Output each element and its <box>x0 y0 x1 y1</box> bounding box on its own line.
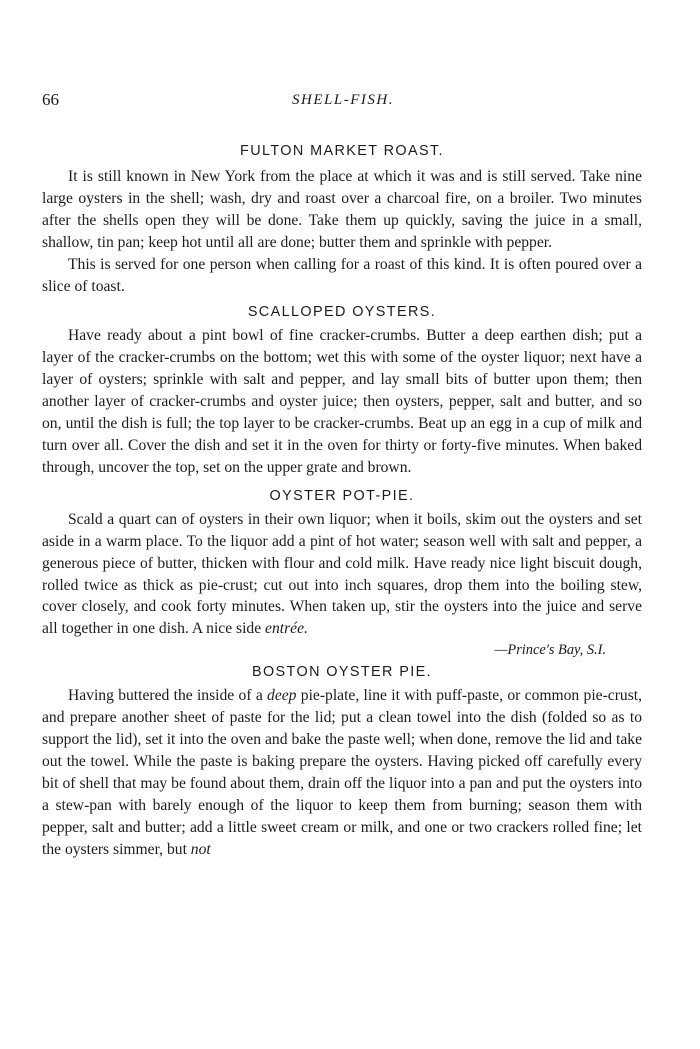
recipe-boston-oyster-pie <box>42 661 642 860</box>
recipe-title: FULTON MARKET ROAST. <box>240 143 444 159</box>
paragraph-text: pie-plate, line it with puff-paste, or common pie-crust, and prepare another sheet of paste for the lid; put a clean towel into the dish (folded so as to support the lid), set it into the oven and bake the paste well; when done, remove the lid and take out the towel. While the paste is baking prepare the oysters. Having picked off carefully every bit of shell that may be found about them, drain off the liquor into a pan and put the oysters into a stew-pan with barely enough of the liquor to keep them from burning; season them with pepper, salt and butter; add a little sweet cream or milk, and one or two crackers rolled fine; let the oysters simmer, but <box>42 687 642 858</box>
italic-text: not <box>190 840 211 858</box>
recipe-title: OYSTER POT-PIE. <box>269 487 415 504</box>
recipe-oyster-pot-pie <box>42 485 642 661</box>
recipe-paragraph: This is served for one person when calling for a roast of this kind. It is often poured over a slice of toast. <box>42 255 642 295</box>
page-number: 66 <box>42 90 59 109</box>
page-content <box>42 140 642 860</box>
running-title: SHELL-FISH. <box>292 92 394 108</box>
italic-text: entrée. <box>265 620 308 638</box>
recipe-paragraph: Have ready about a pint bowl of fine cracker-crumbs. Butter a deep earthen dish; put a layer of the cracker-crumbs on the bottom; wet this with some of the oyster liquor; next have a layer of oysters; sprinkle with salt and pepper, and lay small bits of butter upon them; then another layer of cracker-crumbs and oyster juice; then oysters, pepper, salt and butter, and so on, until the dish is full; the top layer to be cracker-crumbs. Beat up an egg in a cup of milk and turn over all. Cover the dish and set it in the oven for thirty or forty-five minutes. When baked through, uncover the top, set on the upper grate and brown. <box>42 327 642 476</box>
recipe-paragraph: It is still known in New York from the place at which it was and is still served. Take nine large oysters in the shell; wash, dry and roast over a charcoal fire, on a broiler. Two minutes after the shells open they will be done. Take them up quickly, saving the juice in a small, shallow, tin pan; keep hot until all are done; butter them and sprinkle with pepper. <box>42 168 642 251</box>
recipe-scalloped-oysters <box>42 301 642 478</box>
paragraph-text: Having buttered the inside of a <box>68 687 268 705</box>
italic-text: deep <box>267 687 297 705</box>
recipe-title: SCALLOPED OYSTERS. <box>247 304 437 321</box>
recipe-paragraph <box>42 509 642 640</box>
recipe-title: BOSTON OYSTER PIE. <box>251 664 433 681</box>
paragraph-text: Scald a quart can of oysters in their own liquor; when it boils, skim out the oysters and set aside in a warm place. To the liquor add a pint of hot water; season well with salt and pepper, a generous piece of butter, thicken with flour and cold milk. Have ready nice light biscuit dough, rolled twice as thick as pie-crust; cut out into inch squares, drop them into the boiling stew, cover closely, and cook forty minutes. When taken up, stir the oysters into the juice and serve all together in one dish. A nice side <box>42 510 642 638</box>
recipe-attribution: —Prince's Bay, S.I. <box>494 642 606 659</box>
recipe-paragraph <box>42 685 642 860</box>
recipe-fulton-market-roast <box>42 140 642 297</box>
